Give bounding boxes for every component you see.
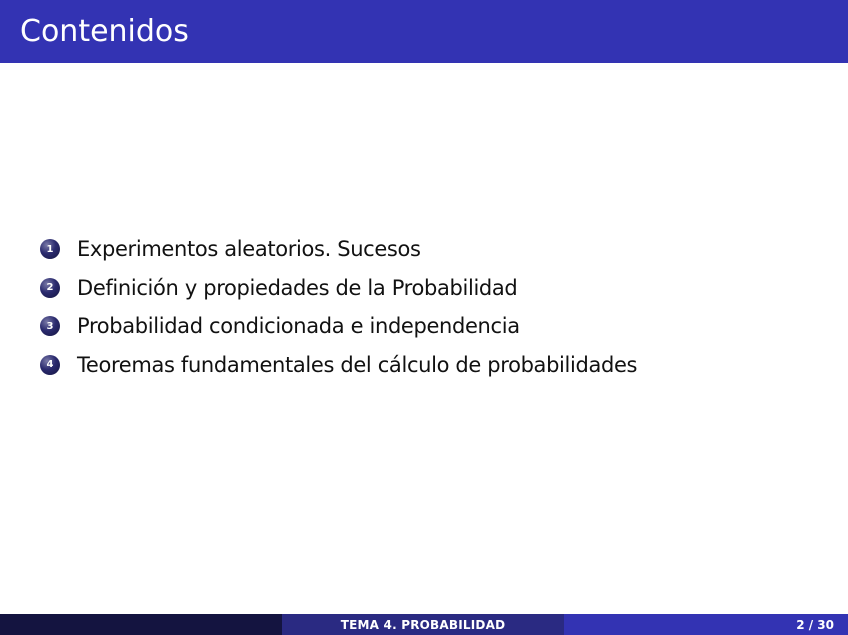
- toc-item[interactable]: [40, 230, 637, 269]
- toc-item[interactable]: [40, 346, 637, 385]
- numbered-bullet-icon: 3: [40, 316, 60, 336]
- toc-item-label: Teoremas fundamentales del cálculo de probabilidades: [77, 352, 638, 377]
- footer-left-section: [0, 614, 282, 635]
- toc-item-label: Probabilidad condicionada e independencia: [77, 314, 520, 339]
- footer-title: TEMA 4. PROBABILIDAD: [282, 614, 564, 635]
- numbered-bullet-icon: 2: [40, 278, 60, 298]
- toc-item[interactable]: [40, 269, 637, 308]
- numbered-bullet-icon: 4: [40, 355, 60, 375]
- frame-title: Contenidos: [20, 14, 189, 49]
- table-of-contents: [40, 230, 637, 384]
- numbered-bullet-icon: 1: [40, 239, 60, 259]
- toc-item-label: Experimentos aleatorios. Sucesos: [77, 237, 421, 262]
- toc-item[interactable]: [40, 307, 637, 346]
- frame-title-bar: [0, 0, 848, 63]
- footer-page-number: 2 / 30: [564, 614, 848, 635]
- footer-bar: [0, 614, 848, 635]
- toc-item-label: Definición y propiedades de la Probabilidad: [77, 275, 518, 300]
